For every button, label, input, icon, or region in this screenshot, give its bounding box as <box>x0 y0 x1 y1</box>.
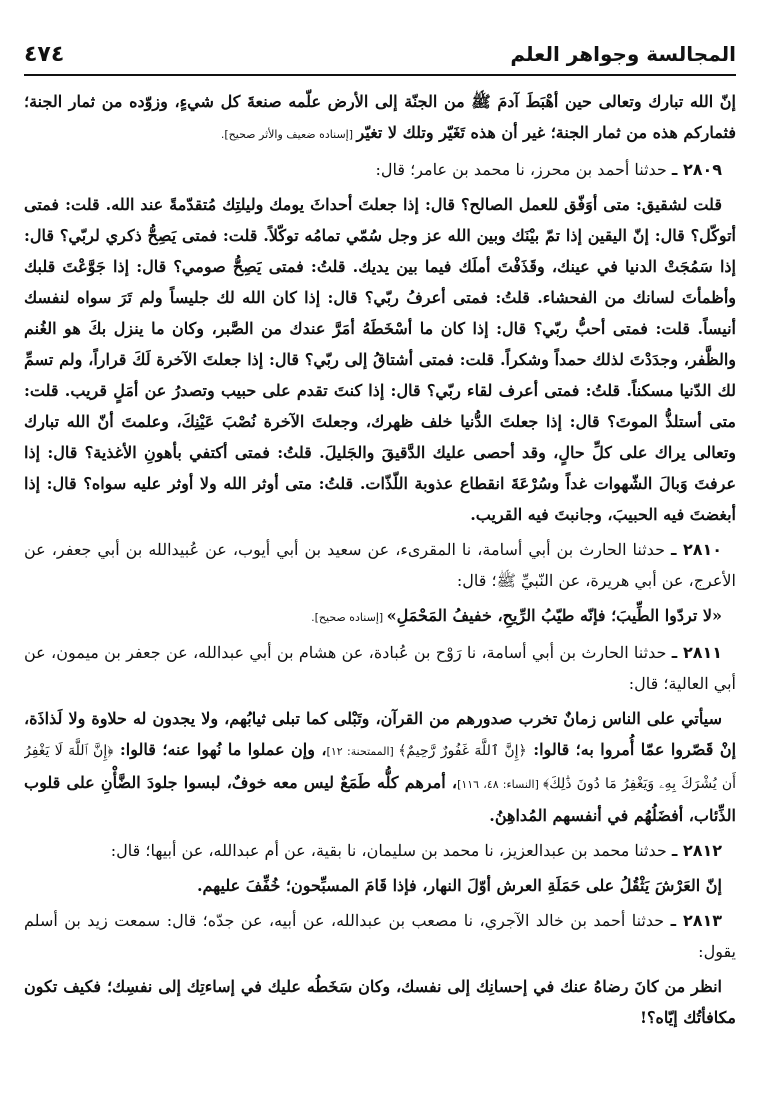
book-title: المجالسة وجواهر العلم <box>510 42 736 66</box>
paragraph <box>24 600 736 633</box>
hadith-number: ٢٨٠٩ ـ <box>671 160 722 179</box>
narration-text: إنّ الله تبارك وتعالى حين أهْبَطَ آدمَ ﷺ من الجنّة إلى الأرض علّمه صنعةَ كل شيءٍ، وزوّده من ثمار الجنة؛ فثماركم هذه من ثمار الجنة؛ غير أن هذه تَغَيّر وتلك لا تغيّر <box>24 92 736 142</box>
paragraph <box>24 86 736 150</box>
isnad-text: حدثنا أحمد بن محرز، نا محمد بن عامر؛ قال: <box>375 160 672 179</box>
narration-text: ، أمرهم كلُّه طَمَعٌ ليس معه خوفٌ، لبسوا جلودَ الضَّأْنِ على قلوب الذِّئاب، أفضَلُهُم في أنفسهم المُداهِنُ. <box>24 773 736 825</box>
isnad-paragraph <box>24 154 736 185</box>
isnad-text: حدثنا الحارث بن أبي أسامة، نا المقرىء، عن سعيد بن أبي أيوب، عن عُبيدالله بن أبي جعفر، عن الأعرج، عن أبي هريرة، عن النّبيِّ ﷺ؛ قال: <box>24 540 736 590</box>
book-page <box>24 34 736 1094</box>
isnad-paragraph <box>24 835 736 866</box>
narration-text: قلت لشقيق: متى أوَفّق للعمل الصالح؟ قال: إذا جعلتَ أحداثَ يومك وليلتِك مُتقدّمةً عند الله. قلت: فمتى أتوكّل؟ قال: إنّ اليقين إذا تمّ بيْنَك وبين الله عز وجل سُمّي تمامُه توكّلاً. قلت: فمتى يَصِحُّ ذكري لربّي؟ قال: إذا سَمُجَتْ الدنيا في عينك، وقَذَفْتَ أملَك فيما بين يديك. قلتُ: فمتى يَصِحُّ صومي؟ قال: إذا جَوَّعْتَ قلبك وأظمأتَ لسانك من الفحشاء. قلتُ: فمتى أعرفُ ربّي؟ قال: إذا كان الله لك جليساً ولم تَرَ سواه لنفسك أنيساً. قلت: فمتى أحبُّ ربّي؟ قال: إذا كان ما أسْخَطَهُ أمَرَّ عندك من الصَّبر، وكان ما ينزل بكَ هو الغُنم والظَّفر، وجدَدْتَ لذلك حمداً وشكراً. قلت: فمتى أشتاقُ إلى ربّي؟ قال: إذا جعلتَ الآخرة لَكَ قراراً، ولم تسمِّ لك الدّنيا مسكناً. قلتُ: فمتى أعرف لقاء ربّي؟ قال: إذا كنتَ تقدم على حبيب وتصدرُ عن أمَلٍ قريب. قلت: متى أستلذُّ الموتَ؟ قال: إذا جعلتَ الدُّنيا خلف ظهرك، وجعلتَ الآخرة نُصْبَ عَيْنِكَ، وعلمتَ أنّ الله تبارك وتعالى يراك على كلِّ حالٍ، وقد أحصى عليك الدَّقيقَ والجَليلَ. قلتُ: فمتى أكتفي بأهونِ الأغذية؟ قال: إذا عرفتَ وَبالَ الشّهوات غداً وسُرْعَةَ انقطاع عذوبة اللّذّات. قلتُ: متى أوثر الله ولا أوثر عليه سواه؟ قال: إذا أبغضتَ فيه الحبيبَ، وجانبتَ فيه القريب. <box>24 195 736 524</box>
verse-reference: [النساء: ٤٨، ١١٦] <box>457 778 544 791</box>
hadith-number: ٢٨١٣ ـ <box>670 911 722 930</box>
page-body <box>24 86 736 1033</box>
quran-verse: ﴿إِنَّ ٱللَّهَ غَفُورٌ رَّحِيمٌ﴾ <box>398 743 527 759</box>
page-number: ٤٧٤ <box>24 41 65 67</box>
hadith-text: «لا تردّوا الطِّيبَ؛ فإنّه طيّبُ الرِّيحِ، خفيفُ المَحْمَلِ» <box>386 606 722 625</box>
paragraph <box>24 703 736 831</box>
paragraph <box>24 870 736 901</box>
isnad-text: حدثنا محمد بن عبدالعزيز، نا محمد بن سليمان، نا بقية، عن أم عبدالله، عن أبيها؛ قال: <box>110 841 672 860</box>
paragraph <box>24 971 736 1033</box>
verse-reference: [الممتحنة: ١٢] <box>326 745 399 758</box>
narration-text: ، وإن عملوا ما نُهوا عنه؛ قالوا: <box>113 740 327 759</box>
hadith-number: ٢٨١٠ ـ <box>670 540 723 559</box>
paragraph <box>24 189 736 530</box>
narration-text: سيأتي على الناس زمانٌ تخرب صدورهم من القرآن، وتَبْلى كما تبلى ثيابُهم، ولا يجدون له حلاوة ولا لَذاذَة، إنْ قَصّروا عمّا أُمروا به؛ قالوا: <box>24 709 736 759</box>
narration-text: إنّ العَرْشَ يَثْقُلُ على حَمَلَةِ العرش أوّلَ النهار، فإذا قَامَ المسبِّحون؛ خُفِّفَ عليهم. <box>196 876 722 895</box>
isnad-paragraph <box>24 534 736 596</box>
grading-note: [إسناده صحيح]. <box>311 611 387 624</box>
narration-text: انظر من كانَ رضاهُ عنك في إحسانِك إلى نفسك، وكان سَخَطُه عليك في إساءتِك إلى نفسِك؛ فكيف تكون مكافأتُك إيّاه؟! <box>24 977 736 1027</box>
grading-note: [إسناده ضعيف والأثر صحيح]. <box>220 128 357 141</box>
isnad-text: حدثنا الحارث بن أبي أسامة، نا رَوْح بن عُبادة، عن هشام بن أبي عبدالله، عن جعفر بن ميمون، عن أبي العالية؛ قال: <box>24 643 736 693</box>
quran-verse: ﴿إِنَّ ٱللَّهَ لَا يَغْفِرُ أَن يُشْرَكَ بِهِۦ وَيَغْفِرُ مَا دُونَ ذَٰلِكَ﴾ <box>24 743 736 792</box>
hadith-number: ٢٨١١ ـ <box>671 643 723 662</box>
isnad-text: حدثنا أحمد بن خالد الآجري، نا مصعب بن عبدالله، عن أبيه، عن جدّه؛ قال: سمعت زيد بن أسلم يقول: <box>24 911 736 961</box>
page-header <box>24 34 736 76</box>
hadith-number: ٢٨١٢ ـ <box>671 841 722 860</box>
isnad-paragraph <box>24 637 736 699</box>
isnad-paragraph <box>24 905 736 967</box>
